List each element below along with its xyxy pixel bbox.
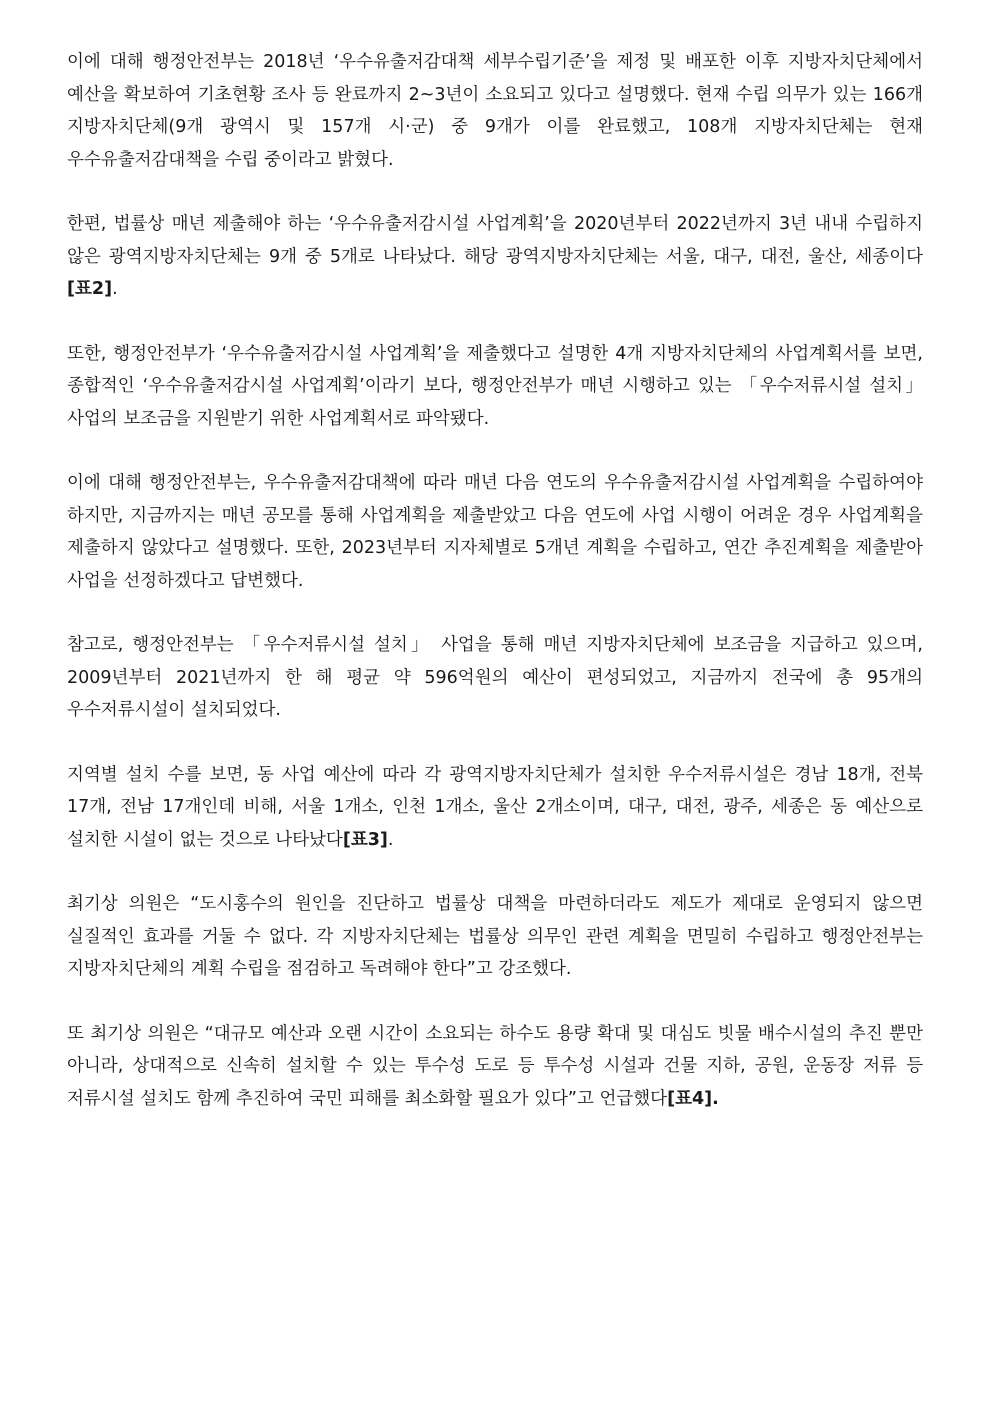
paragraph-tail: .: [112, 279, 118, 299]
paragraph-text: 지역별 설치 수를 보면, 동 사업 예산에 따라 각 광역지방자치단체가 설치한 우수저류시설은 경남 18개, 전북 17개, 전남 17개인데 비해, 서울 1개소, 인천 1개소, 울산 2개소이며, 대구, 대전, 광주, 세종은 동 예산으로 설치한 시설이 없는 것으로 나타났다: [67, 764, 923, 850]
paragraph-text: 한편, 법률상 매년 제출해야 하는 ‘우수유출저감시설 사업계획’을 2020년부터 2022년까지 3년 내내 수립하지 않은 광역지방자치단체는 9개 중 5개로 나타났다. 해당 광역지방자치단체는 서울, 대구, 대전, 울산, 세종이다: [67, 214, 923, 267]
paragraph-tail: .: [387, 829, 394, 850]
paragraph-4: [67, 467, 923, 597]
document-body: [67, 46, 923, 1147]
paragraph-text: 이에 대해 행정안전부는 2018년 ‘우수유출저감대책 세부수립기준’을 제정 및 배포한 이후 지방자치단체에서 예산을 확보하여 기초현황 조사 등 완료까지 2~3년이 소요되고 있다고 설명했다. 현재 수립 의무가 있는 166개 지방자치단체(9개 광역시 및 157개 시·군) 중 9개가 이를 완료했고, 108개 지방자치단체는 현재 우수유출저감대책을 수립 중이라고 밝혔다.: [67, 52, 923, 170]
paragraph-1: [67, 46, 923, 176]
paragraph-text: 이에 대해 행정안전부는, 우수유출저감대책에 따라 매년 다음 연도의 우수유출저감시설 사업계획을 수립하여야 하지만, 지금까지는 매년 공모를 통해 사업계획을 제출받았고 다음 연도에 사업 시행이 어려운 경우 사업계획을 제출하지 않았다고 설명했다. 또한, 2023년부터 지자체별로 5개년 계획을 수립하고, 연간 추진계획을 제출받아 사업을 선정하겠다고 답변했다.: [67, 473, 923, 591]
paragraph-8: [67, 1018, 923, 1116]
paragraph-2: [67, 208, 923, 306]
table-reference: [표2]: [67, 279, 113, 299]
paragraph-6: [67, 759, 923, 857]
paragraph-text: 또한, 행정안전부가 ‘우수유출저감시설 사업계획’을 제출했다고 설명한 4개 지방자치단체의 사업계획서를 보면, 종합적인 ‘우수유출저감시설 사업계획’이라기 보다, 행정안전부가 매년 시행하고 있는 「우수저류시설 설치」 사업의 보조금을 지원받기 위한 사업계획서로 파악됐다.: [67, 343, 923, 429]
paragraph-text: 참고로, 행정안전부는 「우수저류시설 설치」 사업을 통해 매년 지방자치단체에 보조금을 지급하고 있으며, 2009년부터 2021년까지 한 해 평균 약 596억원의 예산이 편성되었고, 지금까지 전국에 총 95개의 우수저류시설이 설치되었다.: [67, 635, 923, 720]
paragraph-text: 또 최기상 의원은 “대규모 예산과 오랜 시간이 소요되는 하수도 용량 확대 및 대심도 빗물 배수시설의 추진 뿐만 아니라, 상대적으로 신속히 설치할 수 있는 투수성 도로 등 투수성 시설과 건물 지하, 공원, 운동장 저류 등 저류시설 설치도 함께 추진하여 국민 피해를 최소화할 필요가 있다”고 언급했다: [67, 1023, 923, 1109]
paragraph-5: [67, 629, 923, 727]
table-reference: [표4].: [667, 1088, 719, 1109]
paragraph-text: 최기상 의원은 “도시홍수의 원인을 진단하고 법률상 대책을 마련하더라도 제도가 제대로 운영되지 않으면 실질적인 효과를 거둘 수 없다. 각 지방자치단체는 법률상 의무인 관련 계획을 면밀히 수립하고 행정안전부는 지방자치단체의 계획 수립을 점검하고 독려해야 한다”고 강조했다.: [67, 894, 923, 979]
paragraph-3: [67, 338, 923, 436]
table-reference: [표3]: [342, 829, 388, 850]
paragraph-7: [67, 888, 923, 986]
